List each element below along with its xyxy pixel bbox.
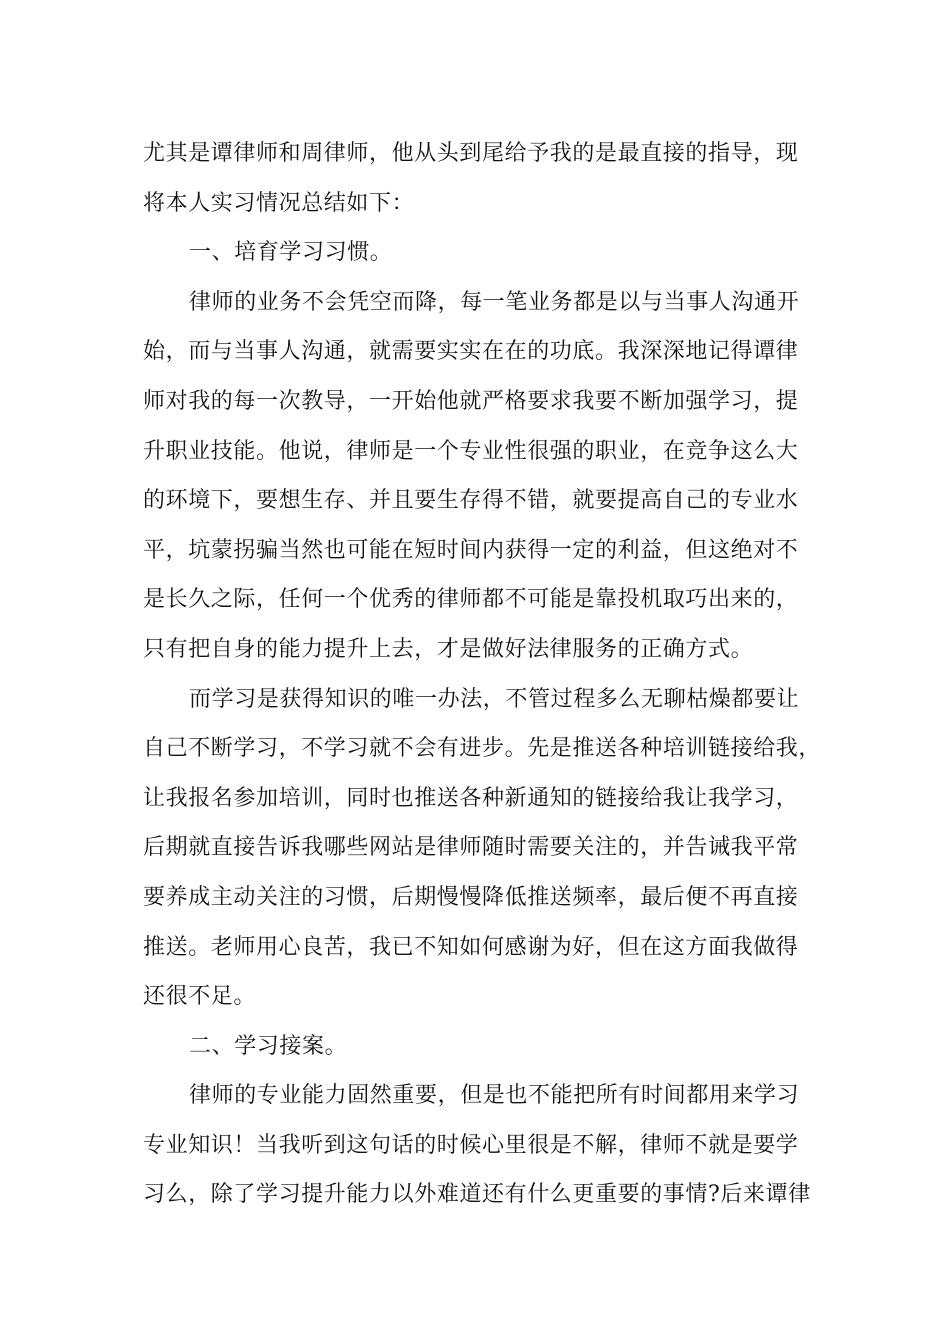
text-line: 将本人实习情况总结如下： xyxy=(143,190,415,216)
text-line: 的环境下，要想生存、并且要生存得不错，就要提高自己的专业水 xyxy=(143,488,799,514)
text-line: 升职业技能。他说，律师是一个专业性很强的职业，在竞争这么大 xyxy=(143,438,799,464)
text-line: 自己不断学习，不学习就不会有进步。先是推送各种培训链接给我， xyxy=(143,736,822,762)
text-line: 后期就直接告诉我哪些网站是律师随时需要关注的，并告诫我平常 xyxy=(143,835,799,861)
text-line: 尤其是谭律师和周律师，他从头到尾给予我的是最直接的指导，现 xyxy=(143,141,799,166)
text-line: 律师的业务不会凭空而降，每一笔业务都是以与当事人沟通开 xyxy=(189,289,800,315)
text-line: 平，坑蒙拐骗当然也可能在短时间内获得一定的利益，但这绝对不 xyxy=(143,537,799,563)
document-body xyxy=(143,129,823,1220)
text-line: 而学习是获得知识的唯一办法，不管过程多么无聊枯燥都要让 xyxy=(189,686,800,712)
text-line: 始，而与当事人沟通，就需要实实在在的功底。我深深地记得谭律 xyxy=(143,339,799,365)
text-line: 一、培育学习习惯。 xyxy=(189,240,393,266)
text-line: 让我报名参加培训，同时也推送各种新通知的链接给我让我学习， xyxy=(143,785,799,811)
text-line: 二、学习接案。 xyxy=(189,1033,348,1059)
text-line: 律师的专业能力固然重要，但是也不能把所有时间都用来学习 xyxy=(189,1083,800,1109)
text-line: 习么，除了学习提升能力以外难道还有什么更重要的事情?后来谭律 xyxy=(143,1182,811,1208)
text-line: 是长久之际，任何一个优秀的律师都不可能是靠投机取巧出来的， xyxy=(143,587,799,613)
text-line: 还很不足。 xyxy=(143,984,257,1010)
text-line: 师对我的每一次教导，一开始他就严格要求我要不断加强学习，提 xyxy=(143,388,799,414)
text-line: 推送。老师用心良苦，我已不知如何感谢为好，但在这方面我做得 xyxy=(143,934,799,960)
text-line: 专业知识！当我听到这句话的时候心里很是不解，律师不就是要学 xyxy=(143,1132,799,1158)
text-line: 只有把自身的能力提升上去，才是做好法律服务的正确方式。 xyxy=(143,636,754,662)
text-line: 要养成主动关注的习惯，后期慢慢降低推送频率，最后便不再直接 xyxy=(143,884,799,910)
